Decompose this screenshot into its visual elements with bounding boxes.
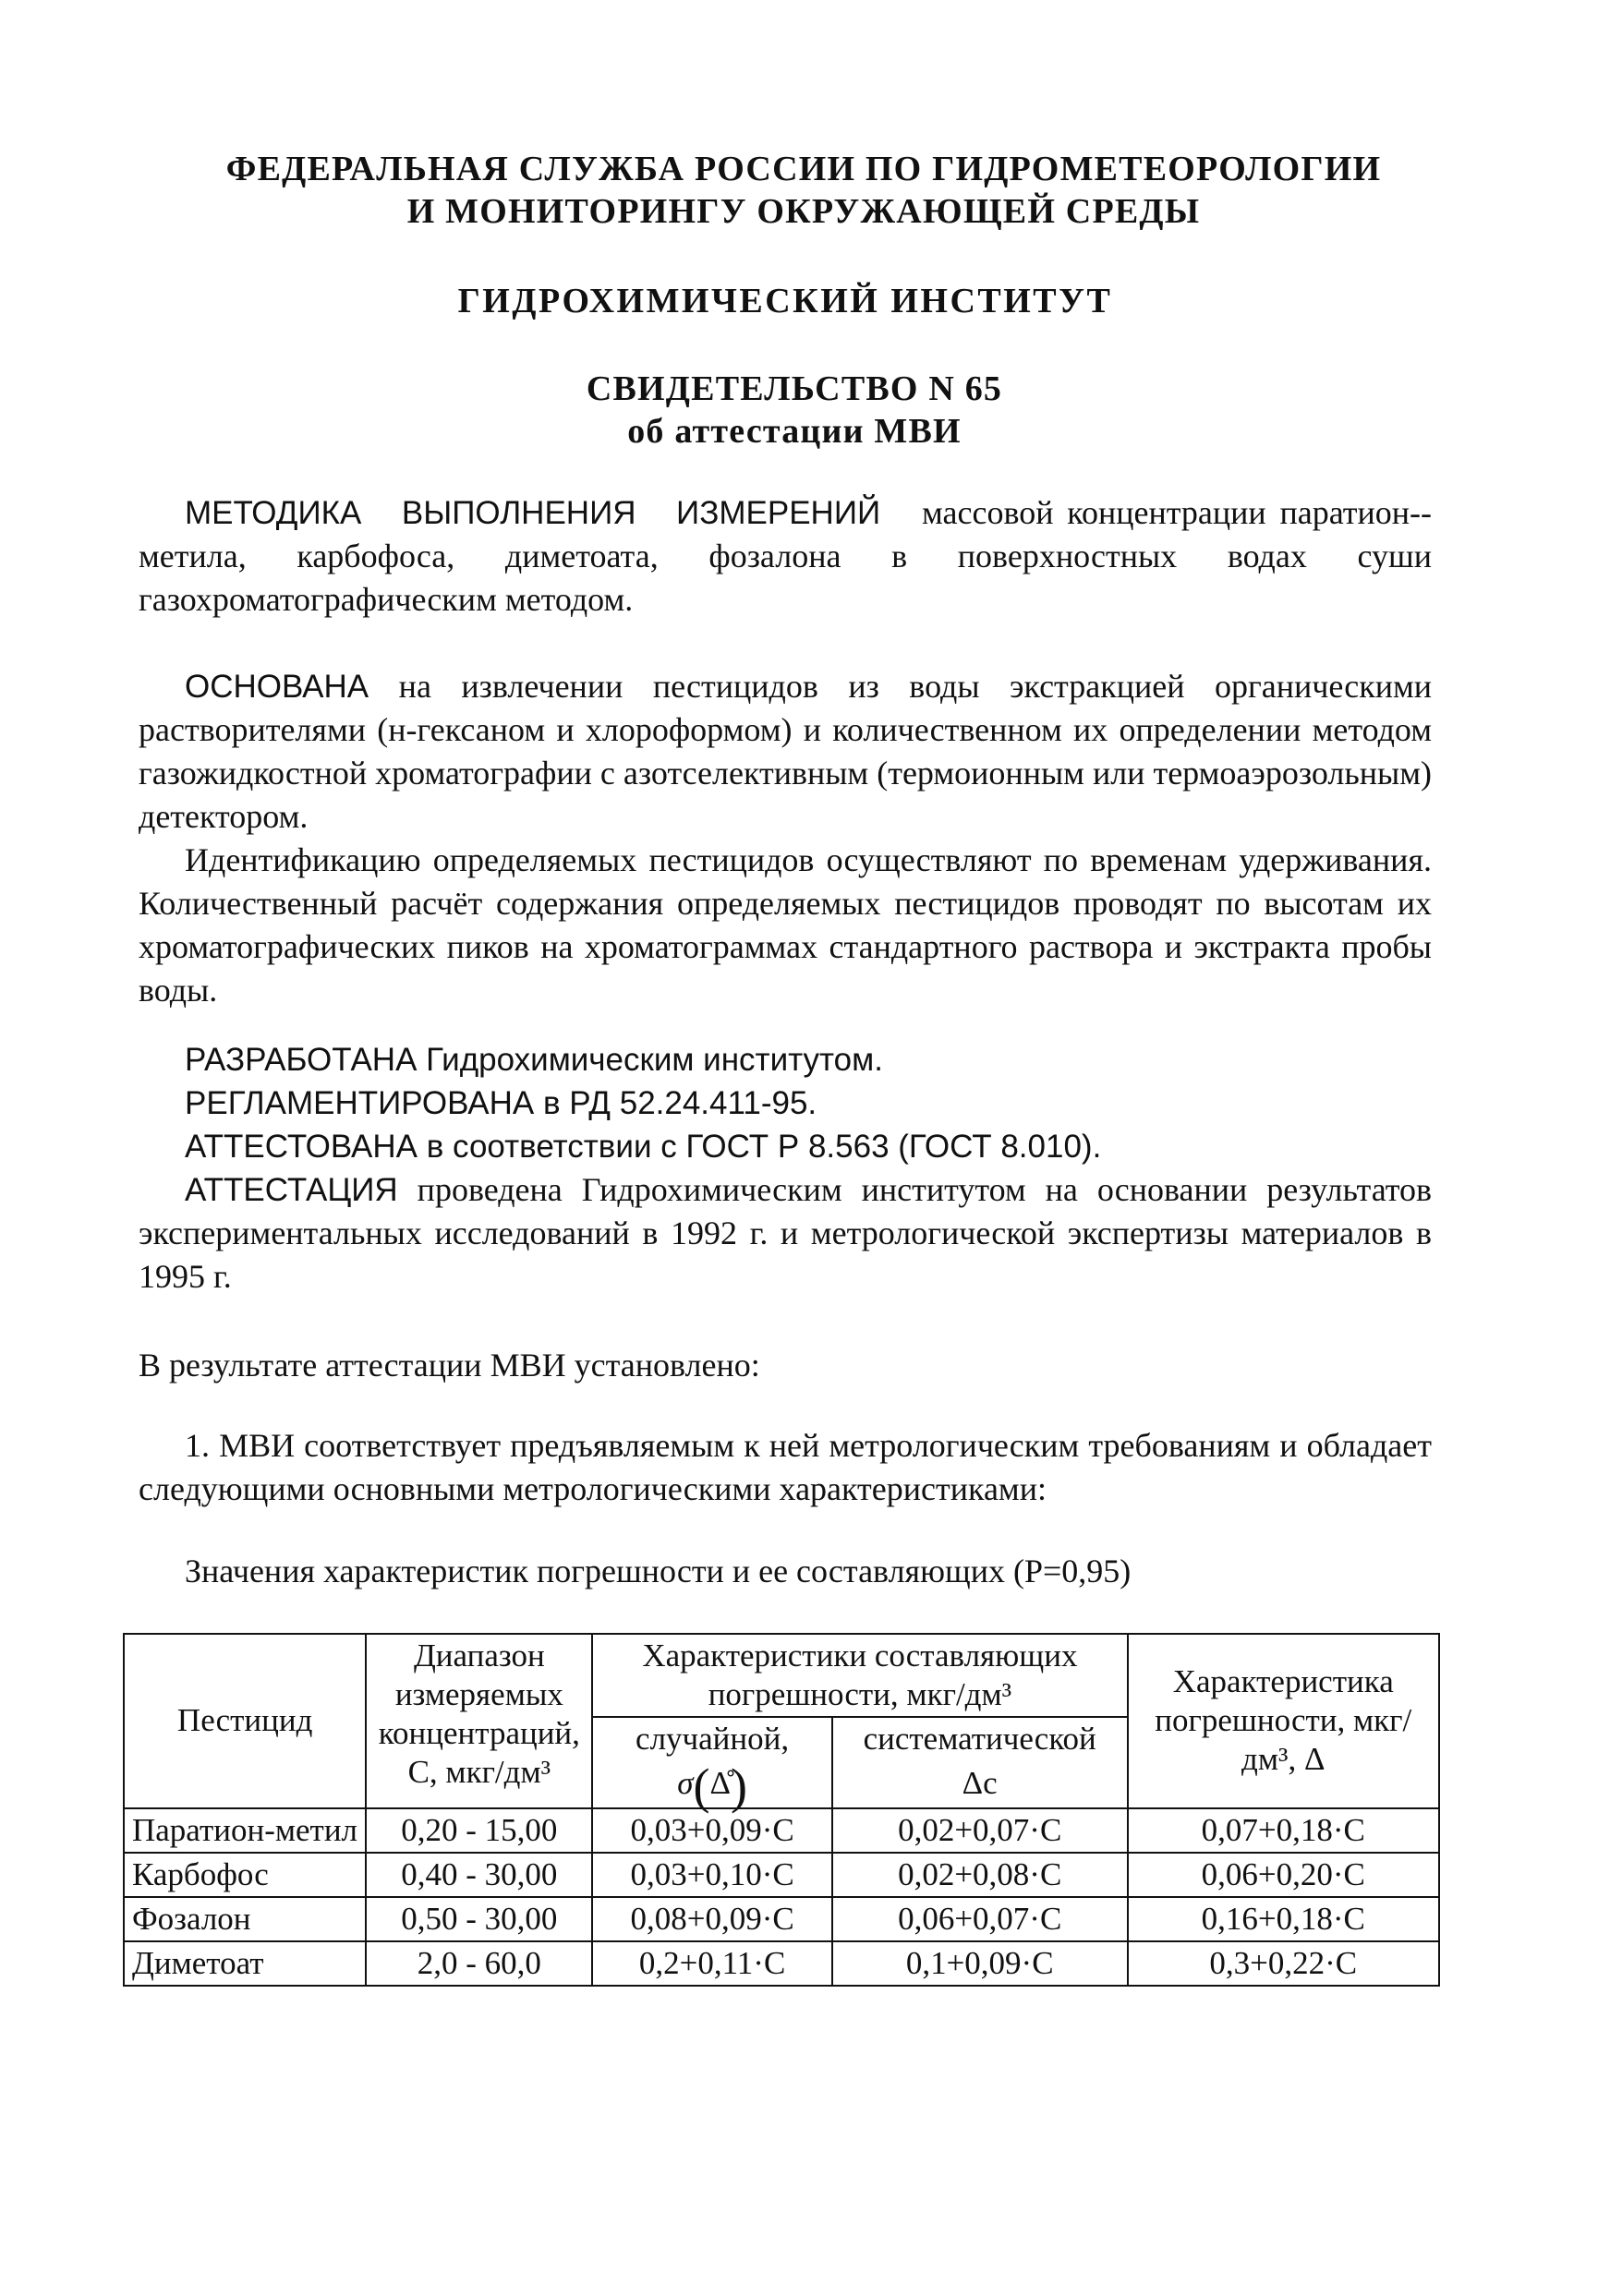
identification-paragraph: Идентификацию определяемых пестицидов осуществляют по временам удерживания. Количественный расчёт содержания определяемых пестицидов проводят по высотам их хроматографических пиков на хроматограммах стандартного раствора и экстракта пробы воды. xyxy=(139,841,1432,1009)
method-lead: МЕТОДИКА ВЫПОЛНЕНИЯ ИЗМЕРЕНИЙ xyxy=(185,495,881,531)
method-text: массовой концентрации паратион--метила, карбофоса, диметоата, фозалона в поверхностных водах суши газохроматографическим методом. xyxy=(139,494,1433,618)
basis-paragraph xyxy=(139,665,1432,1012)
header-systematic: систематической Δс xyxy=(832,1717,1128,1808)
attestation-lead: АТТЕСТАЦИЯ xyxy=(185,1172,398,1208)
attestation-text: проведена Гидрохимическим институтом на основании результатов экспериментальных исследований в 1992 г. и метрологической экспертизы материалов в 1995 г. xyxy=(139,1171,1433,1295)
basis-text: на извлечении пестицидов из воды экстракцией органическими растворителями (н-гексаном и хлороформом) и количественном их определении методом газожидкостной хроматографии с азотселективным (термоионным или термоаэрозольным) детектором. xyxy=(139,668,1433,835)
developed-line: РАЗРАБОТАНА Гидрохимическим институтом. xyxy=(185,1042,883,1078)
certificate-heading xyxy=(166,368,1422,453)
systematic-symbol: Δс xyxy=(962,1765,998,1801)
certificate-subtitle: об аттестации МВИ xyxy=(627,412,962,451)
table-caption: Значения характеристик погрешности и ее составляющих (Р=0,95) xyxy=(185,1553,1132,1589)
header-total: Характеристика погрешности, мкг/дм³, Δ xyxy=(1128,1634,1439,1808)
basis-lead: ОСНОВАНА xyxy=(185,669,369,705)
attested-line: АТТЕСТОВАНА в соответствии с ГОСТ Р 8.563 (ГОСТ 8.010). xyxy=(185,1129,1102,1165)
table-row: Карбофос 0,40 - 30,00 0,03+0,10·С 0,02+0,08·С 0,06+0,20·С xyxy=(124,1853,1439,1897)
institute-heading: ГИДРОХИМИЧЕСКИЙ ИНСТИТУТ xyxy=(457,282,1113,320)
random-symbol: σ(Δ̊) xyxy=(677,1758,747,1814)
method-paragraph xyxy=(139,491,1432,622)
table-row: Фозалон 0,50 - 30,00 0,08+0,09·С 0,06+0,07·С 0,16+0,18·С xyxy=(124,1897,1439,1941)
header-components: Характеристики составляющих погрешности, мкг/дм³ xyxy=(592,1634,1127,1717)
results-item-1: 1. МВИ соответствует предъявляемым к ней метрологическим требованиям и обладает следующими основными метрологическими характеристиками: xyxy=(139,1427,1432,1507)
header-range: Диапазон измеряемых концентраций, С, мкг/дм³ xyxy=(366,1634,592,1808)
table-row: Паратион-метил 0,20 - 15,00 0,03+0,09·С 0,02+0,07·С 0,07+0,18·С xyxy=(124,1808,1439,1853)
table-header-row xyxy=(124,1634,1439,1717)
organization-heading xyxy=(166,148,1441,233)
header-pesticide: Пестицид xyxy=(124,1634,366,1808)
table-row: Диметоат 2,0 - 60,0 0,2+0,11·С 0,1+0,09·С 0,3+0,22·С xyxy=(124,1941,1439,1986)
info-block xyxy=(139,1038,1432,1299)
results-intro: В результате аттестации МВИ установлено: xyxy=(139,1347,760,1384)
organization-line-2: И МОНИТОРИНГУ ОКРУЖАЮЩЕЙ СРЕДЫ xyxy=(406,192,1201,231)
metrology-table xyxy=(123,1633,1440,1987)
certificate-title: СВИДЕТЕЛЬСТВО N 65 xyxy=(586,369,1003,408)
organization-line-1: ФЕДЕРАЛЬНАЯ СЛУЖБА РОССИИ ПО ГИДРОМЕТЕОРОЛОГИИ xyxy=(225,150,1382,188)
header-random: случайной, σ(Δ̊) xyxy=(592,1717,832,1808)
regulated-line: РЕГЛАМЕНТИРОВАНА в РД 52.24.411-95. xyxy=(185,1085,817,1121)
